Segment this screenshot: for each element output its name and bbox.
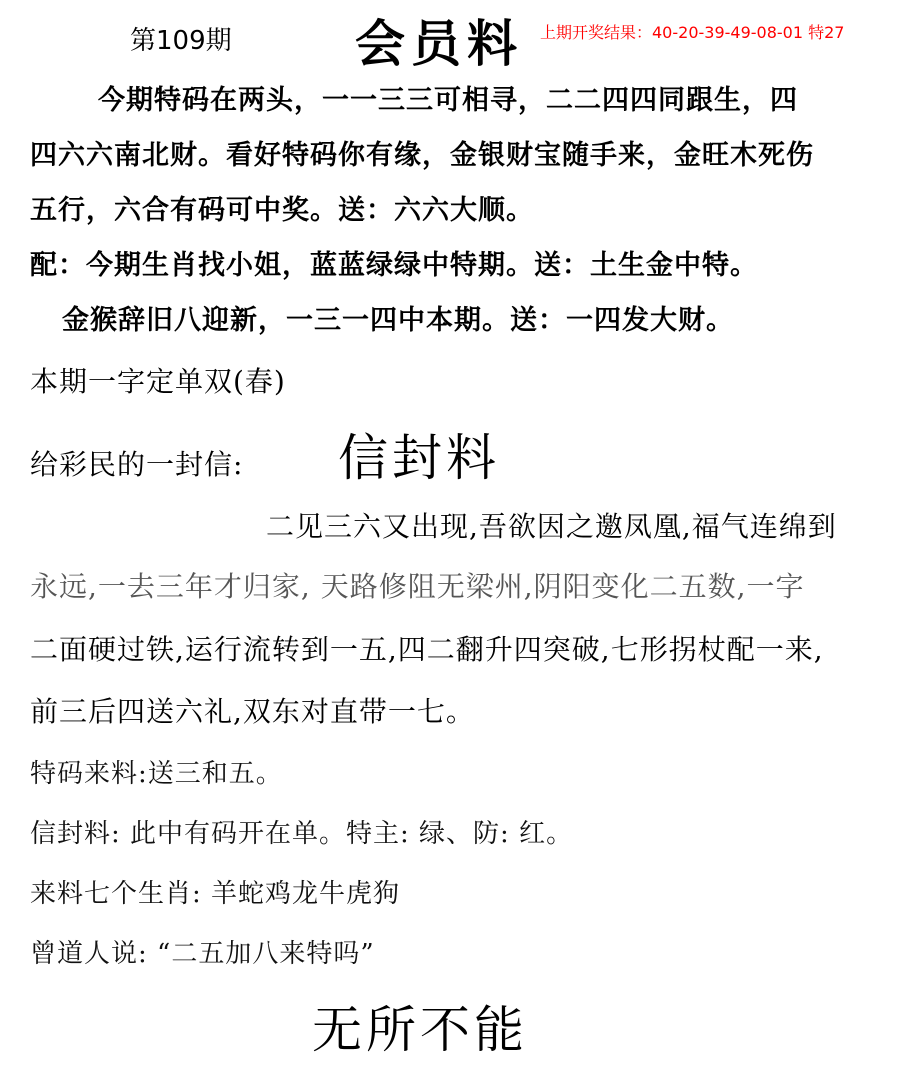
letter-line-1: 二见三六又出现,吾欲因之邀凤凰,福气连绵到: [266, 510, 837, 543]
envelope-line: 信封料: 此中有码开在单。特主: 绿、防: 红。: [30, 819, 574, 849]
letter-line-3: 二面硬过铁,运行流转到一五,四二翻升四突破,七形拐杖配一来,: [30, 633, 824, 666]
page-title: 会员料: [355, 15, 523, 73]
letter-label: 给彩民的一封信:: [30, 448, 244, 481]
member-text-monkey: 金猴辞旧八迎新，一三一四中本期。送：一四发大财。: [62, 305, 734, 336]
issue-number: 第109期: [130, 26, 232, 56]
daoist-line: 曾道人说: “二五加八来特吗”: [30, 939, 375, 969]
single-word-line: 本期一字定单双(春): [30, 365, 286, 398]
letter-title: 信封料: [338, 429, 500, 487]
last-draw-result: 上期开奖结果：40-20-39-49-08-01 特27: [540, 23, 845, 42]
letter-line-2: 永远,一去三年才归家, 天路修阻无梁州,阴阳变化二五数,一字: [30, 570, 805, 603]
member-text-line-2: 四六六南北财。看好特码你有缘，金银财宝随手来，金旺木死伤: [30, 140, 814, 171]
special-code-line: 特码来料:送三和五。: [30, 759, 283, 789]
letter-line-4: 前三后四送六礼,双东对直带一七。: [30, 695, 475, 728]
zodiac-line: 来料七个生肖: 羊蛇鸡龙牛虎狗: [30, 879, 401, 909]
member-text-line-3: 五行，六合有码可中奖。送：六六大顺。: [30, 195, 534, 226]
footer-title: 无所不能: [312, 1001, 528, 1059]
member-text-line-1: 今期特码在两头，一一三三可相寻，二二四四同跟生，四: [98, 85, 798, 116]
member-text-pair: 配：今期生肖找小姐，蓝蓝绿绿中特期。送：土生金中特。: [30, 250, 758, 281]
